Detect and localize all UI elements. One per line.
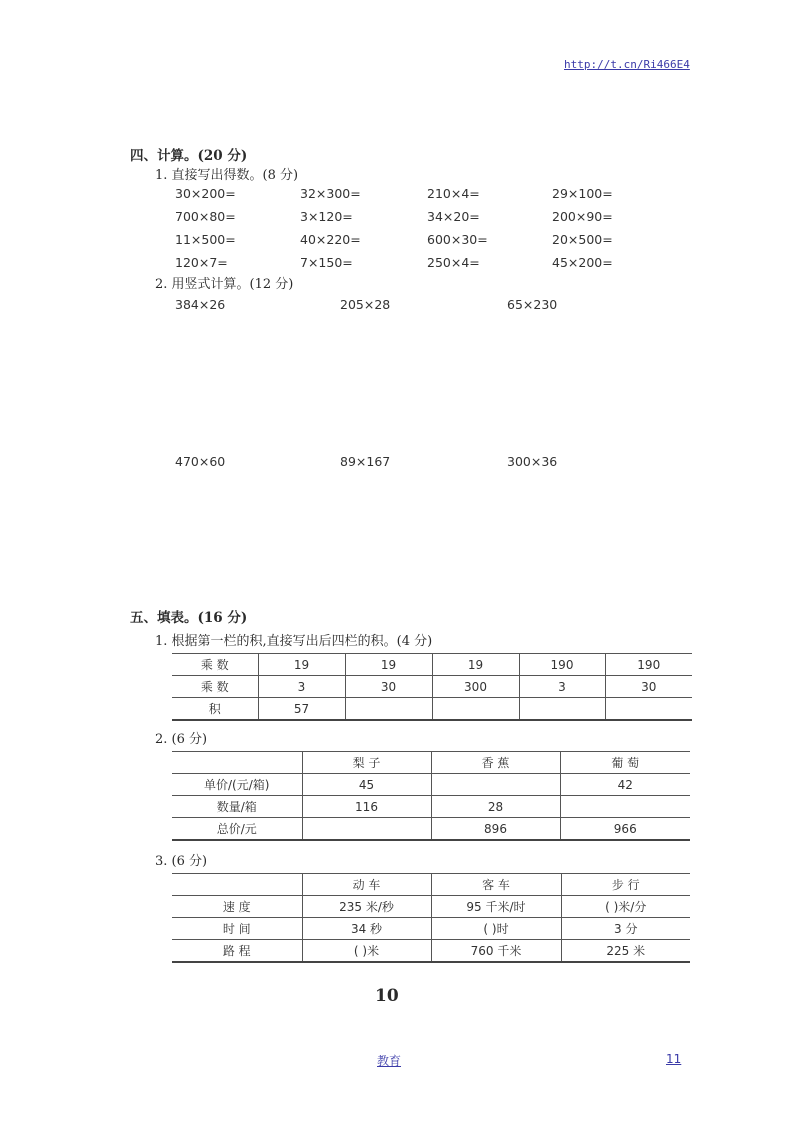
page-number: 10 <box>375 986 399 1006</box>
fruit-table-cell: 42 <box>560 774 690 796</box>
fruit-table-cell: 梨 子 <box>302 752 431 774</box>
product-table-row <box>172 654 692 676</box>
fruit-table-row-header: 总价/元 <box>172 818 302 841</box>
section4-q2-title: 2. 用竖式计算。(12 分) <box>155 277 294 292</box>
fruit-table-cell <box>560 796 690 818</box>
fruit-table-row <box>172 752 690 774</box>
product-table-cell: 30 <box>345 676 432 698</box>
product-table-row-header: 乘 数 <box>172 676 258 698</box>
fruit-table-row <box>172 796 690 818</box>
section5-q3-title: 3. (6 分) <box>155 854 208 869</box>
calc-item: 20×500= <box>552 232 613 247</box>
footer-page-link[interactable]: 11 <box>666 1052 682 1066</box>
calc-item: 210×4= <box>427 186 480 201</box>
fruit-table-cell: 28 <box>431 796 560 818</box>
fruit-table-row-header <box>172 752 302 774</box>
product-table-cell: 190 <box>519 654 605 676</box>
product-table-cell <box>519 698 605 721</box>
speed-table-cell: 动 车 <box>302 874 431 896</box>
fruit-table-row-header: 单价/(元/箱) <box>172 774 302 796</box>
fruit-table-cell <box>431 774 560 796</box>
footer-education-link[interactable]: 教育 <box>377 1054 402 1068</box>
fruit-table-cell: 966 <box>560 818 690 841</box>
calc-item: 30×200= <box>175 186 236 201</box>
vertical-calc-problem: 205×28 <box>340 297 391 312</box>
product-table-cell: 57 <box>258 698 345 721</box>
section5-q1-title: 1. 根据第一栏的积,直接写出后四栏的积。(4 分) <box>155 634 433 649</box>
speed-table-row-header: 速 度 <box>172 896 302 918</box>
speed-table-row <box>172 940 690 963</box>
calc-item: 34×20= <box>427 209 480 224</box>
product-table-row <box>172 676 692 698</box>
fruit-table-cell <box>302 818 431 841</box>
product-table-row <box>172 698 692 721</box>
speed-table-cell: 235 米/秒 <box>302 896 431 918</box>
calc-item: 7×150= <box>300 255 353 270</box>
speed-table-row <box>172 896 690 918</box>
product-table <box>172 653 692 721</box>
section4-title: 四、计算。(20 分) <box>130 148 248 164</box>
vertical-calc-problem: 65×230 <box>507 297 558 312</box>
calc-item: 120×7= <box>175 255 228 270</box>
calc-item: 32×300= <box>300 186 361 201</box>
speed-table-row-header: 时 间 <box>172 918 302 940</box>
product-table-cell: 300 <box>432 676 519 698</box>
fruit-table-cell: 45 <box>302 774 431 796</box>
product-table-cell <box>432 698 519 721</box>
fruit-table-row-header: 数量/箱 <box>172 796 302 818</box>
vertical-calc-problem: 470×60 <box>175 454 226 469</box>
speed-table-cell: 步 行 <box>561 874 690 896</box>
speed-table-cell: ( )时 <box>431 918 561 940</box>
product-table-row-header: 积 <box>172 698 258 721</box>
product-table-cell: 19 <box>258 654 345 676</box>
product-table-cell <box>345 698 432 721</box>
speed-table-cell: 95 千米/时 <box>431 896 561 918</box>
section4-q1-title: 1. 直接写出得数。(8 分) <box>155 168 299 183</box>
section5-q2-title: 2. (6 分) <box>155 732 208 747</box>
product-table-cell: 190 <box>605 654 692 676</box>
calc-item: 700×80= <box>175 209 236 224</box>
calc-item: 11×500= <box>175 232 236 247</box>
calc-item: 600×30= <box>427 232 488 247</box>
calc-item: 200×90= <box>552 209 613 224</box>
vertical-calc-problem: 89×167 <box>340 454 391 469</box>
product-table-cell: 30 <box>605 676 692 698</box>
speed-table-row-header <box>172 874 302 896</box>
speed-table-cell: 760 千米 <box>431 940 561 963</box>
speed-table-cell: ( )米 <box>302 940 431 963</box>
speed-table-cell: 34 秒 <box>302 918 431 940</box>
section5-title: 五、填表。(16 分) <box>130 610 248 626</box>
calc-item: 40×220= <box>300 232 361 247</box>
fruit-table-row <box>172 818 690 841</box>
product-table-cell: 3 <box>519 676 605 698</box>
calc-item: 29×100= <box>552 186 613 201</box>
header-url-link[interactable]: http://t.cn/Ri466E4 <box>564 58 690 71</box>
fruit-price-table <box>172 751 690 841</box>
calc-item: 45×200= <box>552 255 613 270</box>
vertical-calc-problem: 300×36 <box>507 454 558 469</box>
speed-table-cell: 3 分 <box>561 918 690 940</box>
product-table-cell: 3 <box>258 676 345 698</box>
product-table-cell: 19 <box>345 654 432 676</box>
speed-time-distance-table <box>172 873 690 963</box>
speed-table-row <box>172 918 690 940</box>
fruit-table-cell: 香 蕉 <box>431 752 560 774</box>
speed-table-row <box>172 874 690 896</box>
product-table-cell: 19 <box>432 654 519 676</box>
fruit-table-cell: 116 <box>302 796 431 818</box>
speed-table-cell: 客 车 <box>431 874 561 896</box>
calc-item: 250×4= <box>427 255 480 270</box>
calc-item: 3×120= <box>300 209 353 224</box>
speed-table-cell: ( )米/分 <box>561 896 690 918</box>
speed-table-cell: 225 米 <box>561 940 690 963</box>
speed-table-row-header: 路 程 <box>172 940 302 963</box>
fruit-table-cell: 896 <box>431 818 560 841</box>
product-table-cell <box>605 698 692 721</box>
fruit-table-cell: 葡 萄 <box>560 752 690 774</box>
fruit-table-row <box>172 774 690 796</box>
product-table-row-header: 乘 数 <box>172 654 258 676</box>
vertical-calc-problem: 384×26 <box>175 297 226 312</box>
